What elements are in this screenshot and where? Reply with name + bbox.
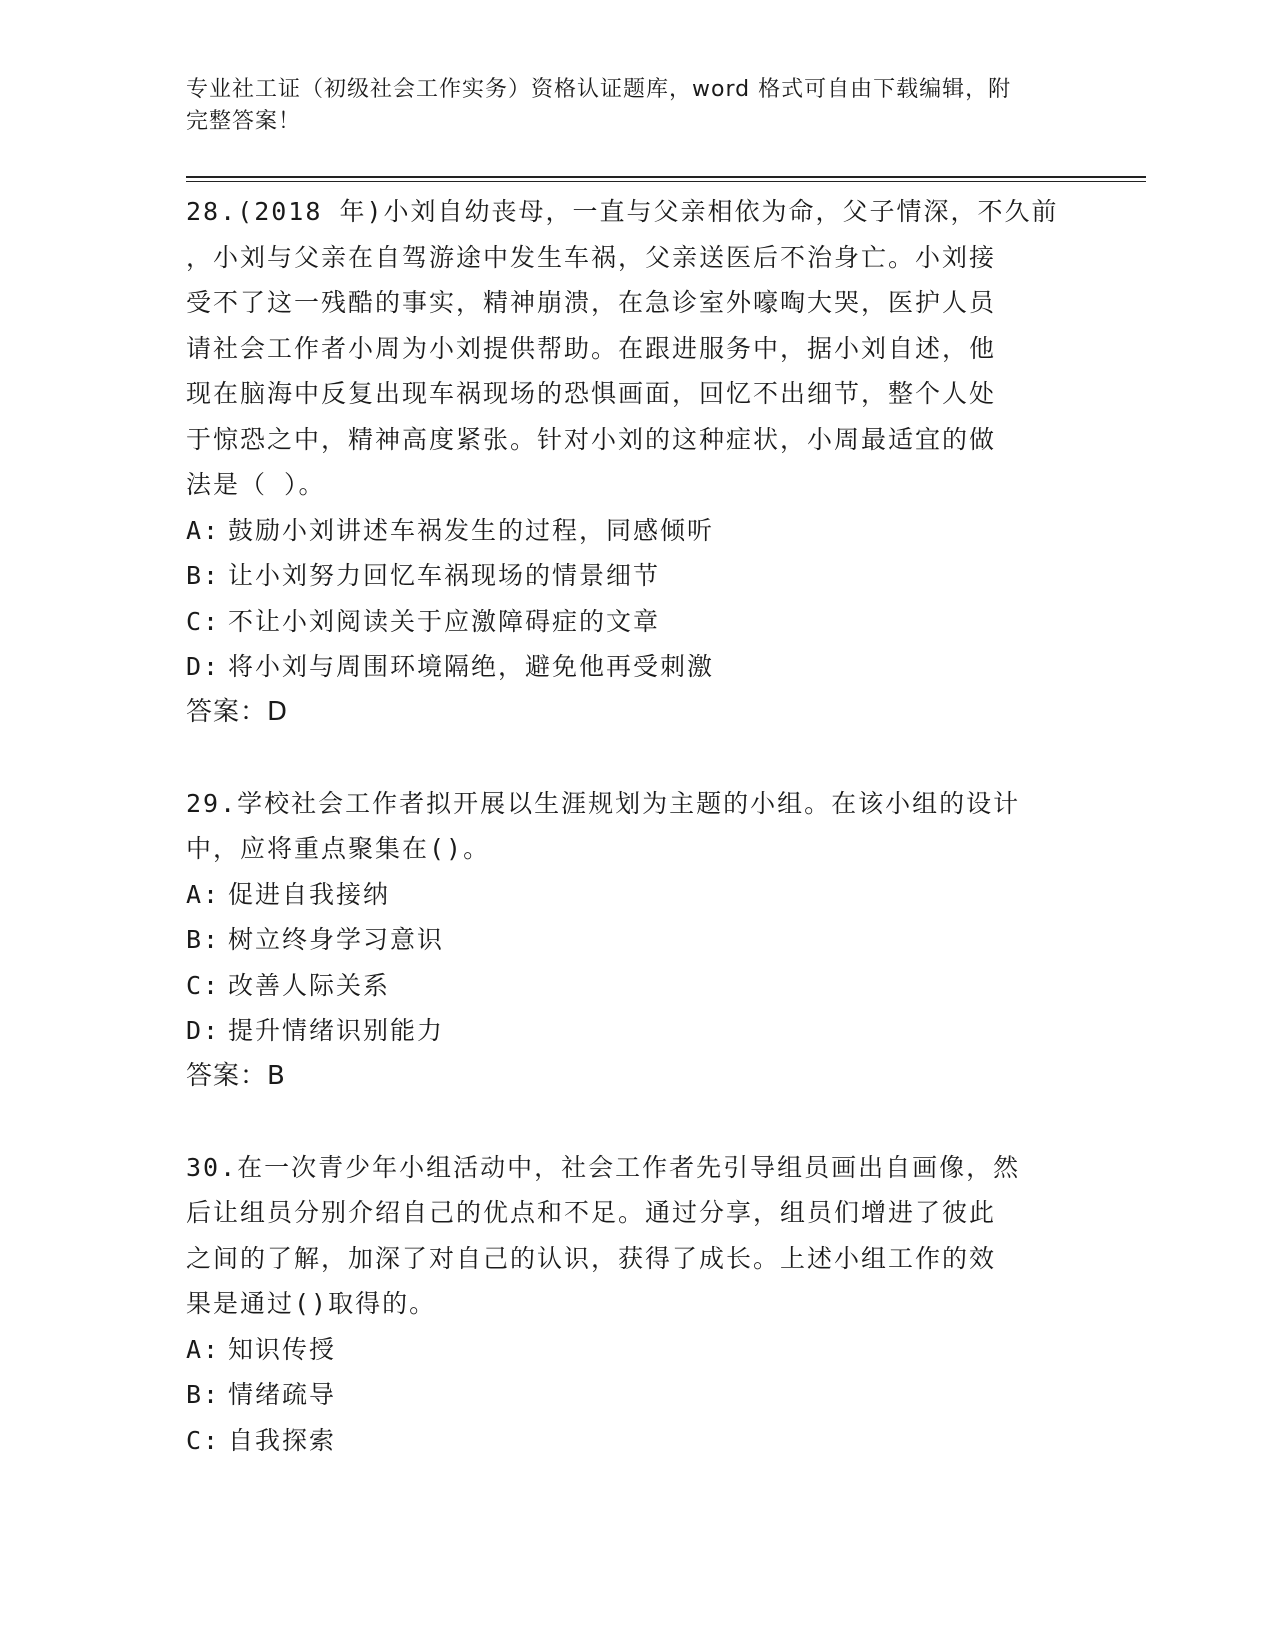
option-d	[186, 644, 1076, 690]
option-label: B:	[186, 1380, 221, 1409]
option-text: 情绪疏导	[228, 1380, 337, 1409]
question-stem-line: 请社会工作者小周为小刘提供帮助。在跟进服务中，据小刘自述，他	[186, 333, 997, 363]
option-label: A:	[186, 1334, 221, 1364]
option-text: 自我探索	[228, 1425, 337, 1455]
option-label: D:	[186, 1016, 221, 1045]
option-label: A:	[186, 879, 221, 909]
question-stem-line: 中，应将重点聚集在()。	[186, 834, 491, 863]
option-b	[186, 553, 1076, 599]
answer-line: 答案：D	[186, 696, 289, 727]
answer-line: 答案：B	[186, 1060, 286, 1091]
question-stem-line: 后让组员分别介绍自己的优点和不足。通过分享，组员们增进了彼此	[186, 1198, 997, 1227]
question-stem-line: 受不了这一残酷的事实，精神崩溃，在急诊室外嚎啕大哭，医护人员	[186, 288, 997, 317]
header-line: 完整答案！	[186, 109, 302, 134]
question-stem-line: 29.学校社会工作者拟开展以生涯规划为主题的小组。在该小组的设计	[186, 788, 1021, 818]
spacer	[186, 1099, 1076, 1145]
question-stem-line: 于惊恐之中，精神高度紧张。针对小刘的这种症状，小周最适宜的做	[186, 424, 997, 454]
option-label: B:	[186, 561, 221, 590]
option-label: A:	[186, 515, 221, 545]
option-text: 提升情绪识别能力	[228, 1016, 445, 1045]
question-28	[186, 189, 1076, 735]
option-c	[186, 963, 1076, 1009]
option-b	[186, 917, 1076, 963]
option-b	[186, 1372, 1076, 1418]
question-30	[186, 1145, 1076, 1464]
question-stem-line: 果是通过()取得的。	[186, 1289, 437, 1318]
header-divider-thin	[186, 181, 1146, 182]
option-text: 鼓励小刘讲述车祸发生的过程，同感倾听	[228, 515, 715, 545]
option-text: 将小刘与周围环境隔绝，避免他再受刺激	[228, 652, 715, 681]
option-label: C:	[186, 1425, 221, 1455]
question-stem-line: 28.(2018 年)小刘自幼丧母，一直与父亲相依为命，父子情深，不久前	[186, 197, 1059, 226]
option-c	[186, 599, 1076, 645]
option-text: 促进自我接纳	[228, 879, 391, 909]
question-stem-line: 法是（ ）。	[186, 470, 326, 499]
option-label: B:	[186, 925, 221, 954]
option-text: 不让小刘阅读关于应激障碍症的文章	[228, 606, 661, 636]
option-a	[186, 1327, 1076, 1373]
option-a	[186, 508, 1076, 554]
option-text: 改善人际关系	[228, 970, 391, 1000]
option-text: 知识传授	[228, 1334, 337, 1364]
question-stem-line: 30.在一次青少年小组活动中，社会工作者先引导组员画出自画像，然	[186, 1152, 1021, 1182]
document-header	[186, 74, 1066, 138]
question-stem-line: 现在脑海中反复出现车祸现场的恐惧画面，回忆不出细节，整个人处	[186, 379, 997, 408]
header-line: 专业社工证（初级社会工作实务）资格认证题库，word 格式可自由下载编辑，附	[186, 77, 1012, 102]
question-stem-line: ，小刘与父亲在自驾游途中发生车祸，父亲送医后不治身亡。小刘接	[186, 242, 997, 272]
question-list	[186, 189, 1076, 1463]
question-stem-line: 之间的了解，加深了对自己的认识，获得了成长。上述小组工作的效	[186, 1243, 997, 1273]
option-label: D:	[186, 652, 221, 681]
option-c	[186, 1418, 1076, 1464]
option-d	[186, 1008, 1076, 1054]
option-text: 让小刘努力回忆车祸现场的情景细节	[228, 561, 661, 590]
option-label: C:	[186, 606, 221, 636]
option-text: 树立终身学习意识	[228, 925, 445, 954]
option-a	[186, 872, 1076, 918]
option-label: C:	[186, 970, 221, 1000]
question-29	[186, 781, 1076, 1100]
header-divider	[186, 176, 1146, 178]
spacer	[186, 735, 1076, 781]
